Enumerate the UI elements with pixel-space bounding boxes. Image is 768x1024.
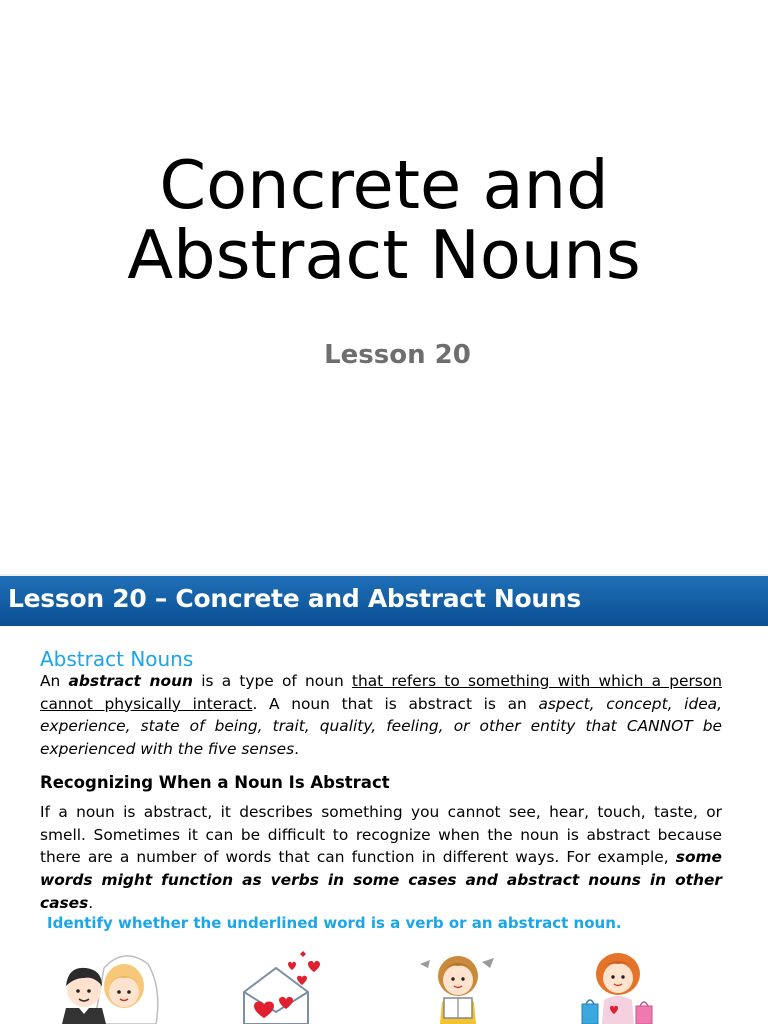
recognizing-paragraph	[40, 801, 722, 915]
slide-title	[0, 146, 768, 294]
def-text-1: An	[40, 672, 69, 690]
def-text-7: .	[294, 740, 299, 759]
title-line-2: Abstract Nouns	[127, 216, 641, 294]
rec-emphasis: some words might function as verbs in some cases and abstract nouns in other cases	[40, 848, 722, 912]
lesson-banner	[0, 576, 768, 626]
shopping-girl-icon	[578, 948, 658, 1024]
instruction-text: Identify whether the underlined word is a verb or an abstract noun.	[47, 914, 622, 932]
reading-girl-icon	[418, 948, 498, 1024]
lesson-slide	[0, 576, 768, 1024]
abstract-nouns-heading: Abstract Nouns	[40, 647, 194, 671]
def-text-5: . A noun that is abstract is an	[252, 694, 539, 713]
rec-text-3: .	[88, 893, 94, 912]
slide-subtitle: Lesson 20	[324, 340, 471, 370]
rec-text-1: If a noun is abstract, it describes something you cannot see, hear, touch, taste, or smell. Sometimes it can be difficult to recognize when the noun is abstract because there are a number of words that can function in different ways. For example,	[40, 803, 722, 867]
banner-title: Lesson 20 – Concrete and Abstract Nouns	[8, 584, 581, 613]
wedding-couple-icon	[44, 948, 166, 1024]
def-underlined: that refers to something with which a person cannot physically interact	[40, 672, 722, 713]
love-letter-icon	[240, 948, 330, 1024]
definition-paragraph	[40, 670, 722, 761]
title-line-1: Concrete and	[159, 146, 609, 224]
def-text-3: is a type of noun	[193, 672, 352, 690]
def-italic: aspect, concept, idea, experience, state of being, trait, quality, feeling, or other entity that CANNOT be experienced with the five senses	[40, 694, 722, 759]
def-term: abstract noun	[68, 672, 194, 690]
recognizing-heading: Recognizing When a Noun Is Abstract	[40, 773, 390, 792]
